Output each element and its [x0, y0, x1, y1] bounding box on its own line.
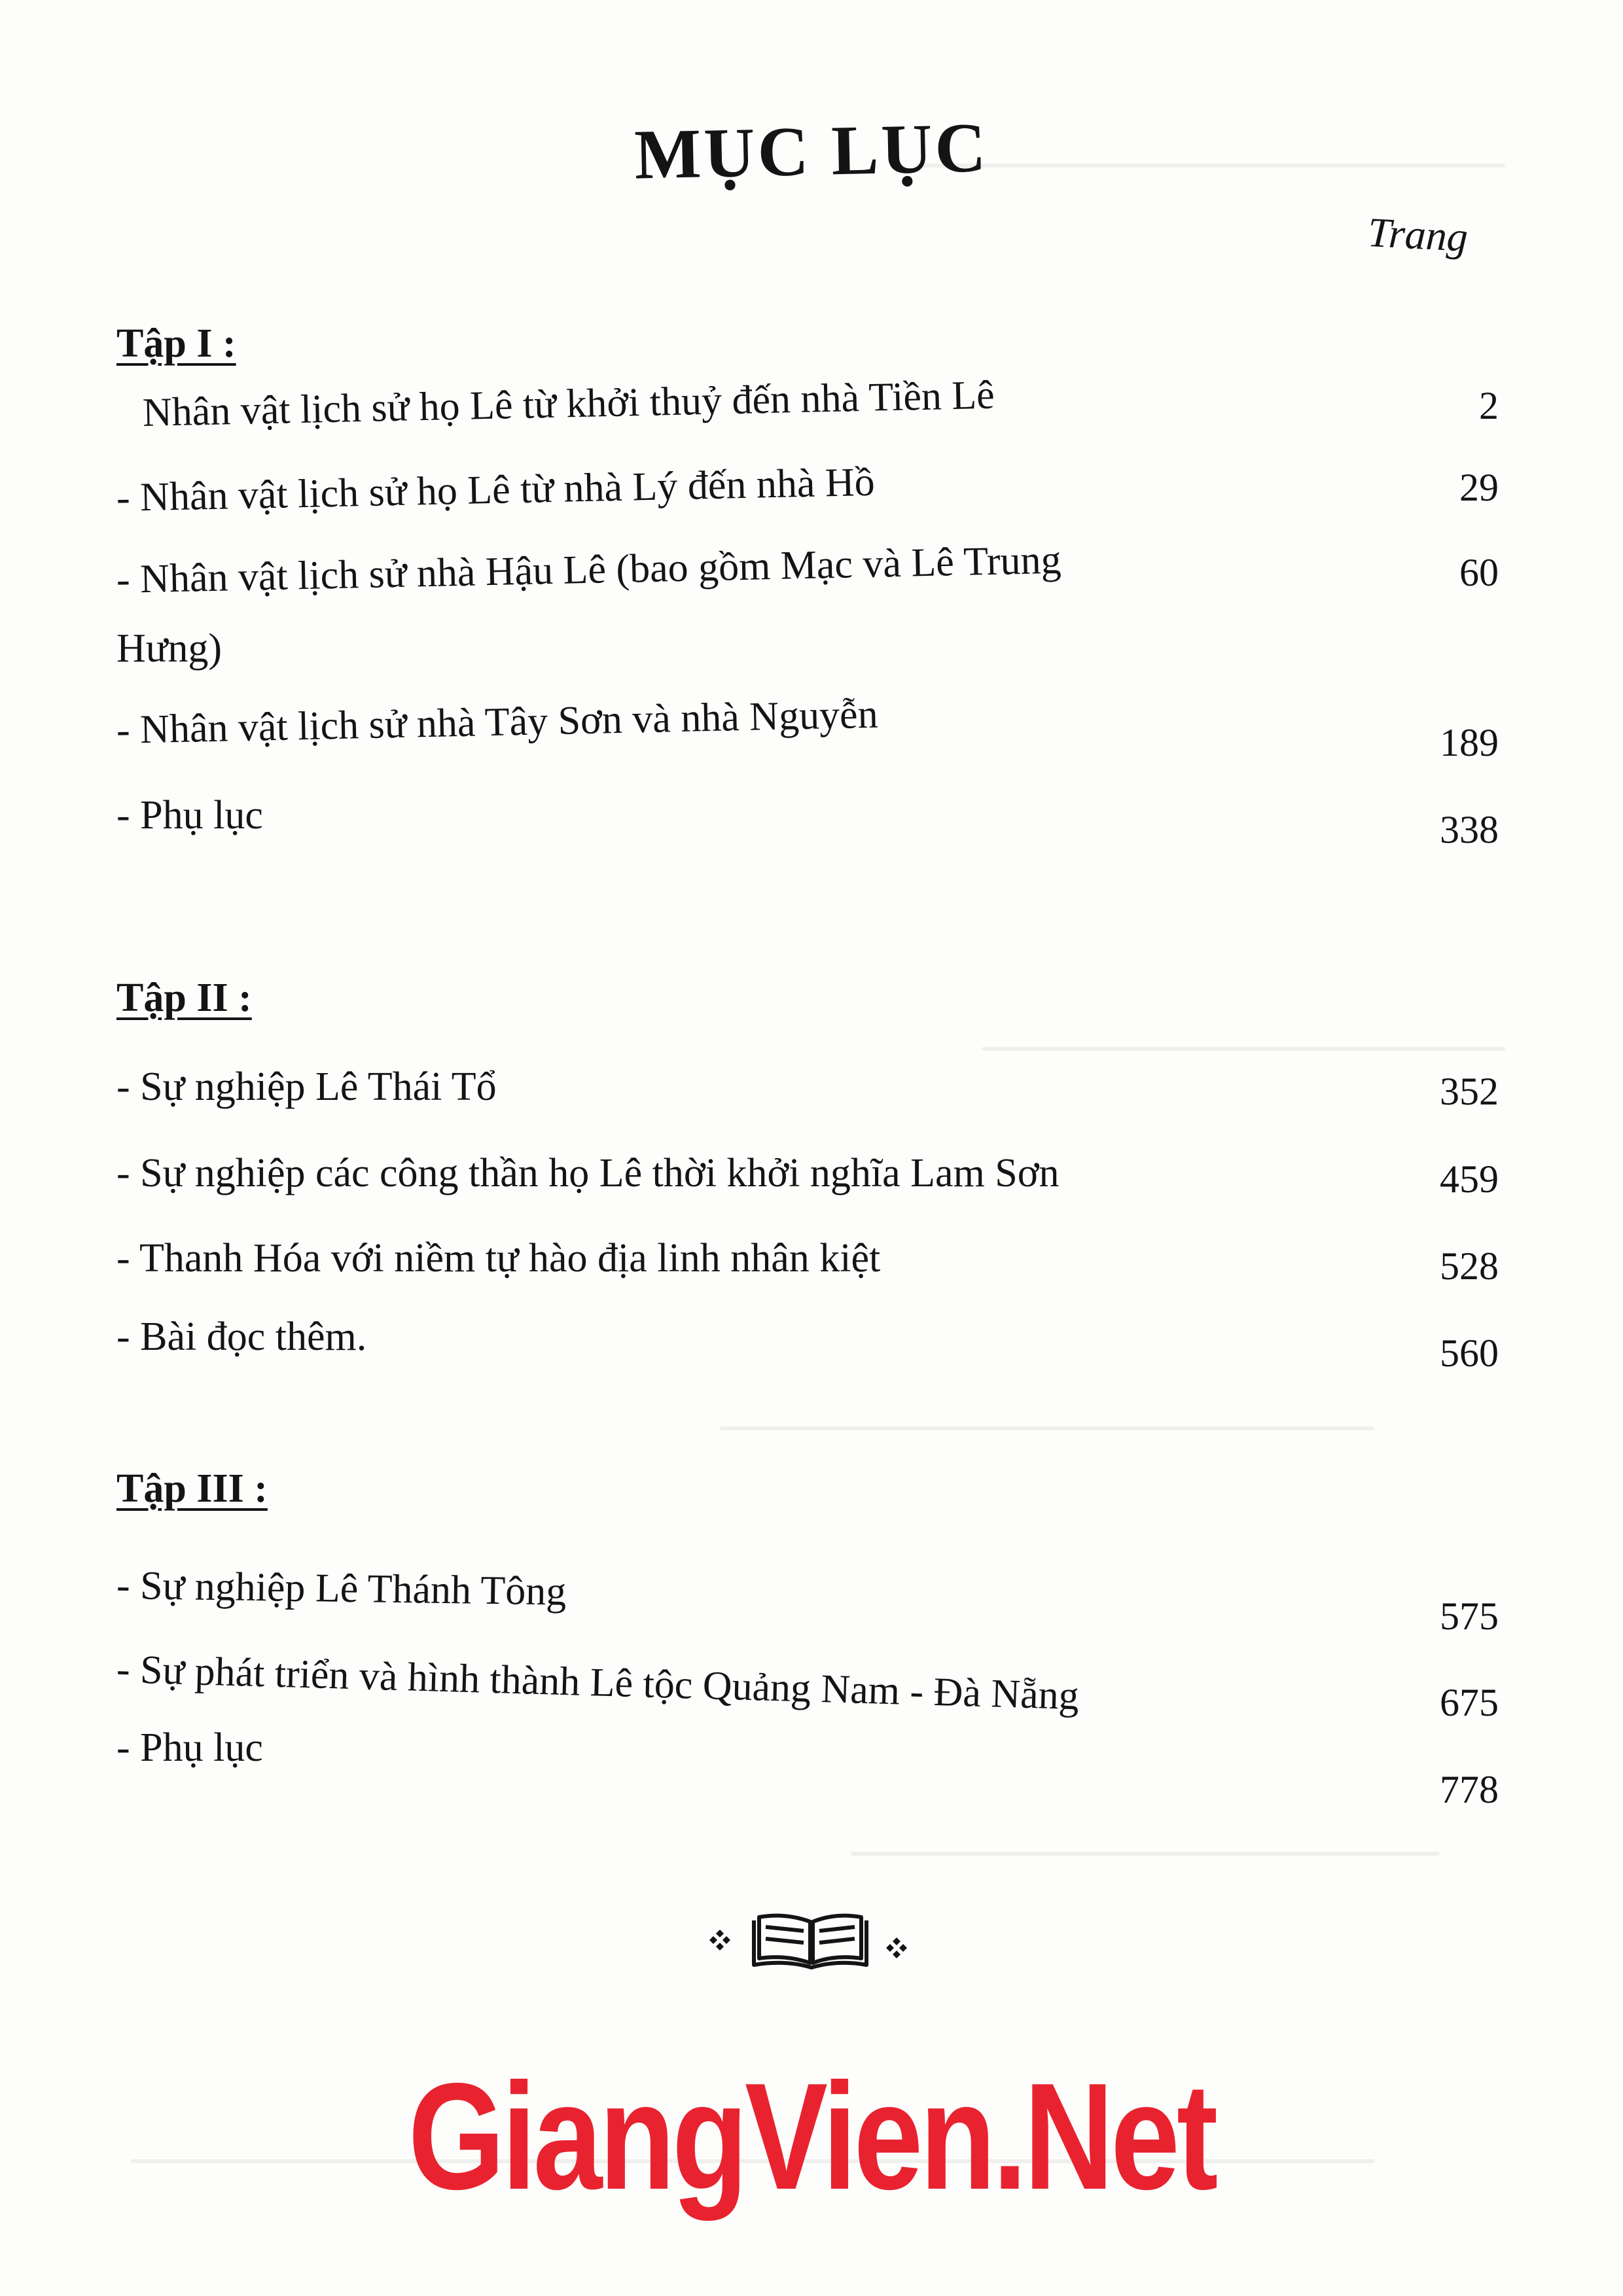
toc-entry-text: - Sự nghiệp Lê Thái Tổ [116, 1065, 497, 1109]
toc-entry-text: - Phụ lục [116, 793, 263, 838]
four-diamond-icon [709, 1930, 730, 1951]
toc-entry-text: - Nhân vật lịch sử họ Lê từ nhà Lý đến nhà Hồ [116, 459, 876, 520]
toc-entry-text: - Sự nghiệp các công thần họ Lê thời khởi nghĩa Lam Sơn [116, 1151, 1060, 1195]
toc-entry-page: 2 [1479, 384, 1499, 427]
toc-entry-text: - Thanh Hóa với niềm tự hào địa linh nhân kiệt [116, 1236, 881, 1280]
end-ornament [700, 1901, 923, 1973]
toc-entry-page: 575 [1440, 1595, 1499, 1638]
toc-entry-text-continued: Hưng) [116, 626, 223, 671]
toc-entry-page: 778 [1440, 1768, 1499, 1811]
volume-heading: Tập III : [116, 1466, 268, 1511]
toc-entry-text: - Bài đọc thêm. [116, 1315, 367, 1359]
open-book-icon [754, 1916, 866, 1968]
toc-entry-page: 338 [1440, 808, 1499, 851]
toc-entry-text: Nhân vật lịch sử họ Lê từ khởi thuỷ đến nhà Tiền Lê [142, 372, 995, 435]
bleed-through-line [720, 1426, 1374, 1430]
four-diamond-icon [886, 1937, 907, 1958]
toc-entry-text: - Sự phát triển và hình thành Lê tộc Quảng Nam - Đà Nẵng [116, 1647, 1080, 1719]
toc-entry-page: 352 [1440, 1070, 1499, 1113]
toc-entry-text: - Nhân vật lịch sử nhà Tây Sơn và nhà Nguyễn [116, 692, 879, 752]
watermark: GiangVien.Net [408, 2052, 1215, 2221]
toc-entry-page: 560 [1440, 1332, 1499, 1375]
bleed-through-line [982, 1047, 1505, 1051]
volume-heading: Tập I : [116, 321, 236, 366]
toc-entry-page: 60 [1459, 551, 1499, 594]
toc-entry-text: - Nhân vật lịch sử nhà Hậu Lê (bao gồm Mạc và Lê Trung [116, 537, 1062, 602]
toc-entry-page: 459 [1440, 1157, 1499, 1201]
bleed-through-line [851, 1852, 1440, 1856]
toc-entry-page: 528 [1440, 1245, 1499, 1288]
toc-entry-page: 675 [1440, 1681, 1499, 1724]
volume-heading: Tập II : [116, 976, 252, 1020]
toc-entry-page: 29 [1459, 466, 1499, 509]
toc-entry-page: 189 [1440, 721, 1499, 764]
toc-entry-text: - Sự nghiệp Lê Thánh Tông [116, 1563, 567, 1614]
toc-entry-text: - Phụ lục [116, 1725, 263, 1770]
page-column-label: Trang [1366, 209, 1469, 260]
page-title: MỤC LỤC [633, 109, 990, 194]
